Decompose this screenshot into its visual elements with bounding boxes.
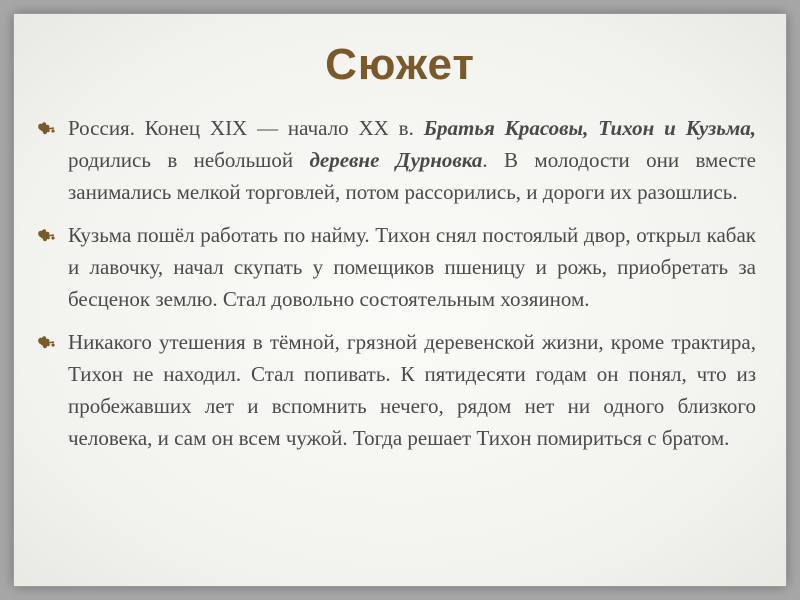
slide [14,14,786,586]
bullet-item-3 [26,326,756,454]
floral-heart-bullet-icon [36,227,56,243]
bullet-list [26,112,756,465]
floral-heart-bullet-icon [36,334,56,350]
bullet-1-text-a: Россия. Конец XIX — начало XX в. [68,116,424,140]
bullet-1-village-emphasis: деревне Дурновка [309,148,483,172]
floral-heart-bullet-icon [36,120,56,136]
bullet-item-2 [26,219,756,315]
slide-title: Сюжет [325,40,475,89]
bullet-2-text: Кузьма пошёл работать по найму. Тихон снял постоялый двор, открыл кабак и лавочку, начал скупать у помещиков пшеницу и рожь, приобретать за бесценок землю. Стал довольно состоятельным хозяином. [68,223,756,311]
bullet-3-text: Никакого утешения в тёмной, грязной деревенской жизни, кроме трактира, Тихон не находил. Стал попивать. К пятидесяти годам он понял, что из пробежавших лет и вспомнить нечего, рядом нет ни одного близкого человека, и сам он всем чужой. Тогда решает Тихон помириться с братом. [68,330,756,450]
bullet-1-text-c: . В молодости они вместе занимались мелкой торговлей, потом рассорились, и дороги их разошлись. [68,148,757,204]
bullet-1-brothers-emphasis: Братья Красовы, Тихон и Кузьма, [423,116,757,140]
bullet-item-1 [26,112,756,208]
bullet-1-text-b: родились в небольшой [68,148,310,172]
